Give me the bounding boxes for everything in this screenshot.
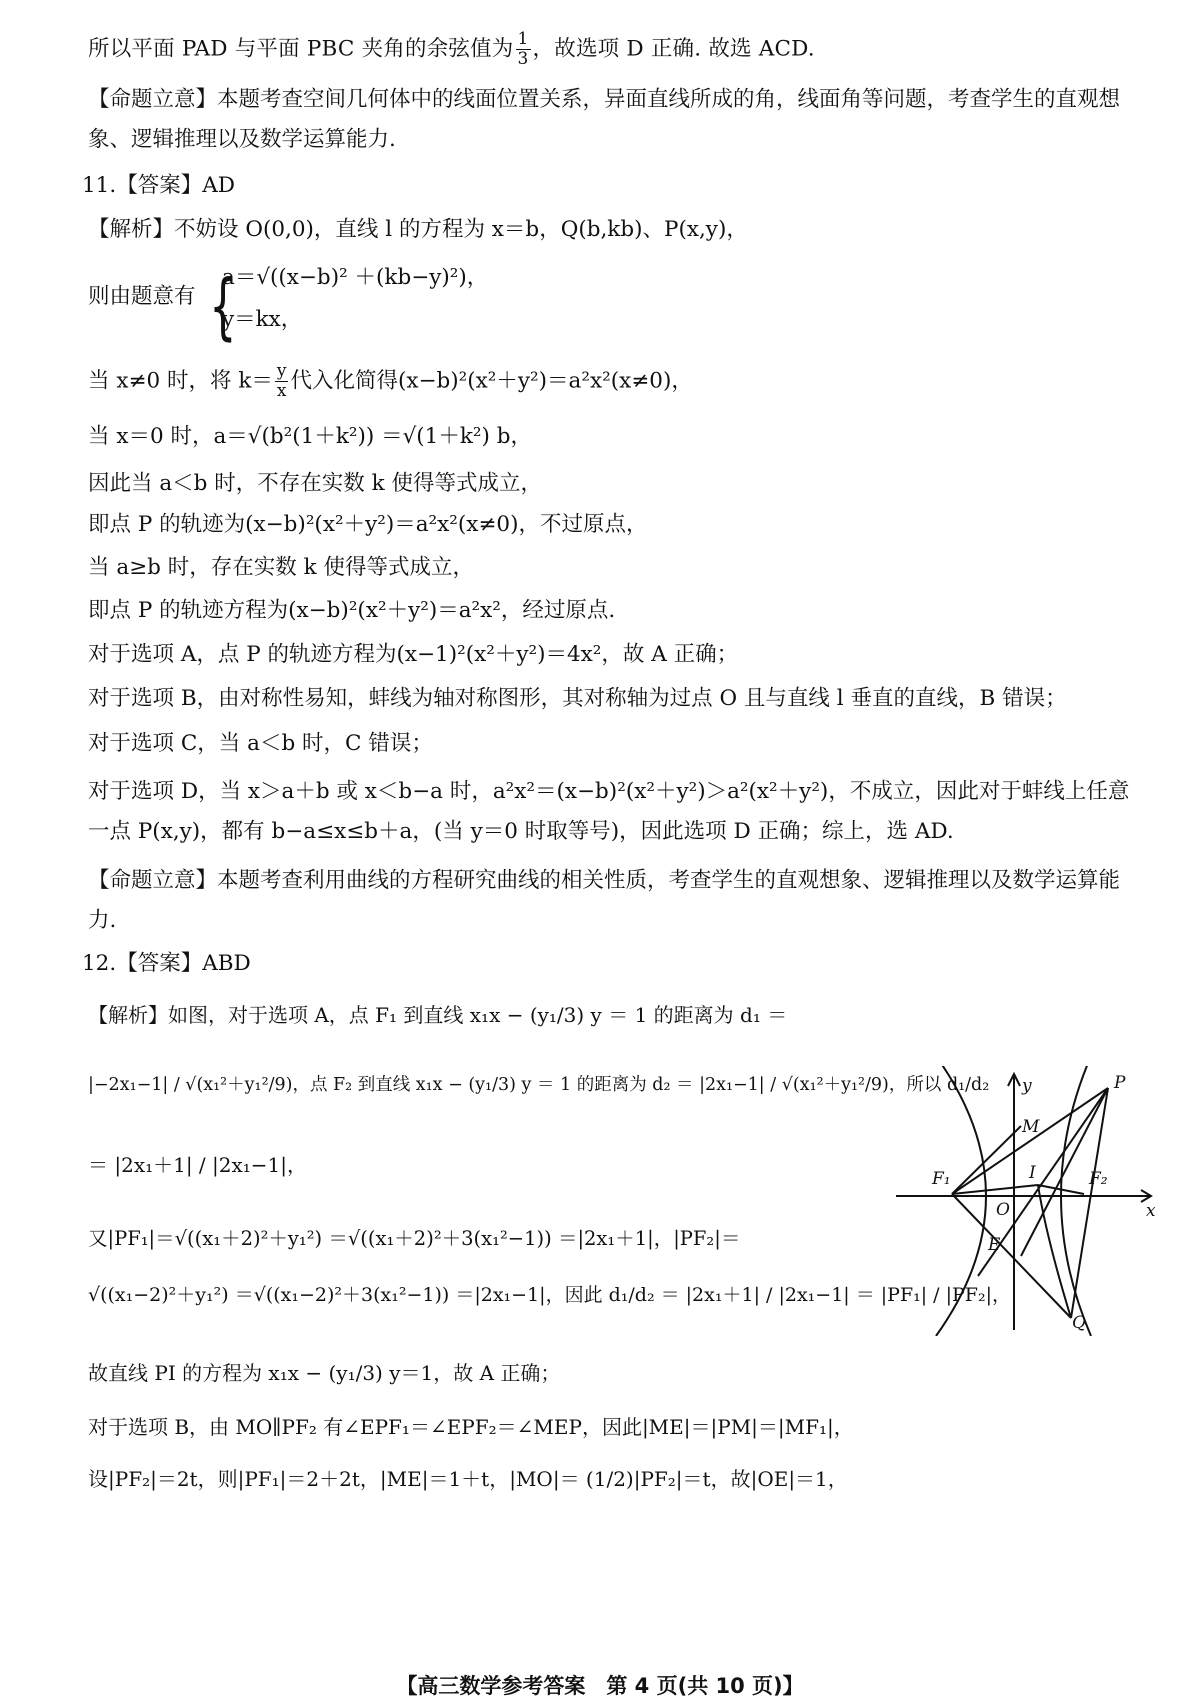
page-footer: 【高三数学参考答案 第 4 页(共 10 页)】 (396, 1674, 804, 1698)
fraction (275, 362, 289, 401)
text-span: ，故选项 D 正确. 故选 ACD. (532, 36, 815, 62)
text-line (88, 362, 693, 401)
label-f2: F₂ (1089, 1169, 1108, 1189)
text-span: 所以平面 PAD 与平面 PBC 夹角的余弦值为 (88, 36, 514, 62)
hyperbola-figure (896, 1066, 1161, 1336)
system-equation-1: a＝√((x−b)² ＋(kb−y)²)， (222, 265, 489, 290)
system-equation-2: y＝kx， (222, 307, 303, 332)
fraction-numerator: 1 (517, 29, 529, 49)
text-line: 当 a≥b 时，存在实数 k 使得等式成立， (88, 555, 474, 580)
text-line: 又|PF₁|＝√((x₁＋2)²＋y₁²) ＝√((x₁＋2)²＋3(x₁²−1)) ＝|2x₁＋1|，|PF₂|＝ (88, 1227, 741, 1250)
label-m: M (1022, 1117, 1040, 1137)
text-line: 因此当 a＜b 时，不存在实数 k 使得等式成立， (88, 471, 542, 496)
hyperbola-right-branch (1061, 1066, 1091, 1336)
answer-heading-12: 12.【答案】ABD (82, 951, 251, 976)
text-line: 设|PF₂|＝2t，则|PF₁|＝2＋2t，|ME|＝1＋t，|MO|＝ (1/2)|PF₂|＝t，故|OE|＝1， (88, 1467, 848, 1491)
label-q: Q (1072, 1313, 1086, 1333)
label-y: y (1022, 1076, 1032, 1096)
fraction-denominator: 3 (517, 49, 529, 69)
text-line: 对于选项 B，由 MO∥PF₂ 有∠EPF₁＝∠EPF₂＝∠MEP，因此|ME|＝|PM|＝|MF₁|， (88, 1415, 854, 1439)
text-line: 即点 P 的轨迹方程为(x−b)²(x²＋y²)＝a²x²，经过原点. (88, 598, 616, 623)
text-line: 当 x＝0 时，a＝√(b²(1＋k²)) ＝√(1＋k²) b， (88, 424, 532, 449)
text-span: 代入化简得(x−b)²(x²＋y²)＝a²x²(x≠0)， (290, 368, 693, 394)
label-i: I (1029, 1163, 1036, 1183)
label-o: O (996, 1200, 1010, 1220)
text-line: ＝ |2x₁＋1| / |2x₁−1|， (88, 1153, 308, 1177)
label-p: P (1114, 1073, 1126, 1093)
text-line: 则由题意有 (88, 284, 196, 309)
text-line: |−2x₁−1| / √(x₁²＋y₁²/9)，点 F₂ 到直线 x₁x − (y₁/3) y ＝ 1 的距离为 d₂ ＝ |2x₁−1| / √(x₁²＋y₁²/9)，所以 d₁/d₂ (88, 1075, 990, 1095)
label-x: x (1146, 1201, 1156, 1221)
text-paragraph: 对于选项 D，当 x＞a＋b 或 x＜b−a 时，a²x²＝(x−b)²(x²＋y²)＞a²(x²＋y²)，不成立，因此对于蚌线上任意一点 P(x,y)，都有 b−a≤x≤b＋a，(当 y＝0 时取等号)，因此选项 D 正确；综上，选 AD. (88, 779, 1130, 844)
label-f1: F₁ (932, 1169, 951, 1189)
label-e: E (988, 1235, 1001, 1255)
text-line (88, 30, 815, 69)
text-line: 对于选项 C，当 a＜b 时，C 错误； (88, 731, 433, 756)
hyperbola-left-branch (936, 1066, 986, 1336)
text-line: 故直线 PI 的方程为 x₁x − (y₁/3) y＝1，故 A 正确； (88, 1361, 561, 1385)
fraction (516, 30, 531, 69)
text-line: 即点 P 的轨迹为(x−b)²(x²＋y²)＝a²x²(x≠0)，不过原点， (88, 512, 648, 537)
text-line: 【解析】不妨设 O(0,0)，直线 l 的方程为 x＝b，Q(b,kb)、P(x,y)， (88, 217, 748, 242)
text-line: √((x₁−2)²＋y₁²) ＝√((x₁−2)²＋3(x₁²−1)) ＝|2x₁−1|，因此 d₁/d₂ ＝ |2x₁＋1| / |2x₁−1| ＝ |PF₁| / |PF₂|， (88, 1284, 1012, 1306)
text-line: 【解析】如图，对于选项 A，点 F₁ 到直线 x₁x − (y₁/3) y ＝ 1 的距离为 d₁ ＝ (88, 1003, 788, 1027)
answer-heading-11: 11.【答案】AD (82, 173, 235, 198)
text-line: 对于选项 B，由对称性易知，蚌线为轴对称图形，其对称轴为过点 O 且与直线 l 垂直的直线，B 错误； (88, 686, 1067, 711)
fraction-denominator: x (276, 381, 287, 401)
text-line: 对于选项 A，点 P 的轨迹方程为(x−1)²(x²＋y²)＝4x²，故 A 正确； (88, 642, 739, 667)
text-span: 当 x≠0 时，将 k＝ (88, 368, 273, 394)
proposition-paragraph: 【命题立意】本题考查利用曲线的方程研究曲线的相关性质，考查学生的直观想象、逻辑推理以及数学运算能力. (88, 868, 1121, 933)
left-brace-icon: { (209, 264, 237, 348)
fraction-numerator: y (276, 361, 287, 381)
proposition-paragraph: 【命题立意】本题考查空间几何体中的线面位置关系，异面直线所成的角，线面角等问题，考查学生的直观想象、逻辑推理以及数学运算能力. (88, 87, 1121, 152)
